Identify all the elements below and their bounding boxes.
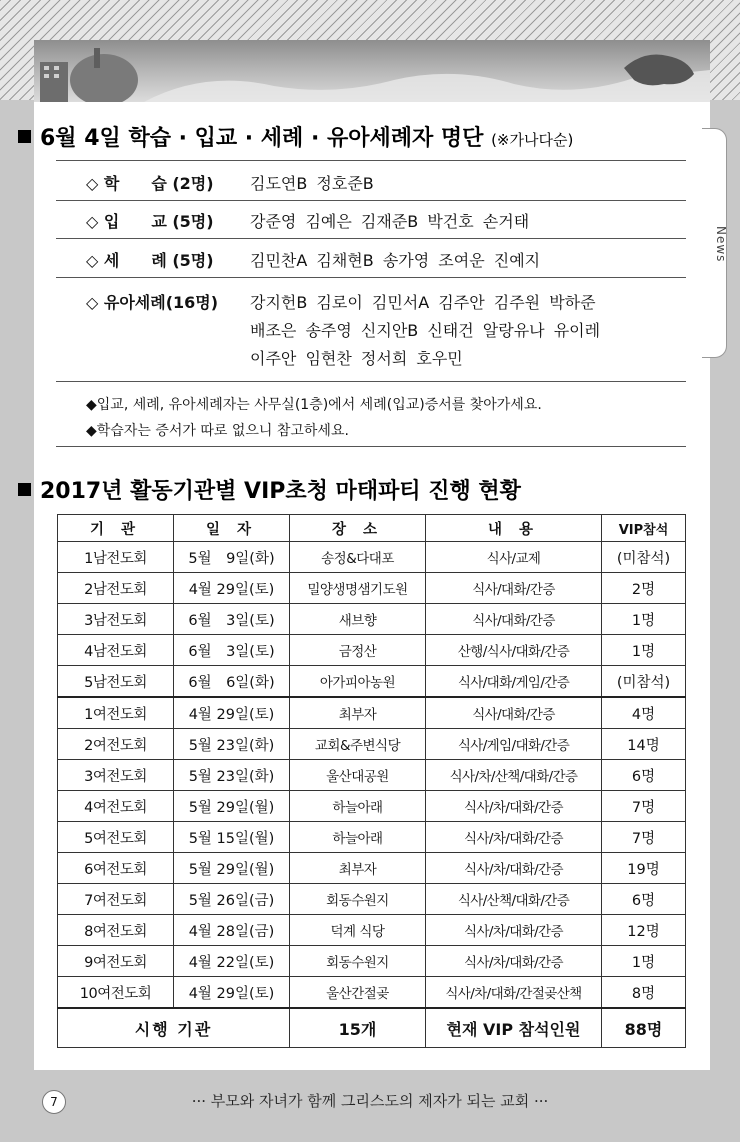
table-row	[58, 542, 686, 573]
cell-vip: 8명	[602, 977, 686, 1009]
table-row	[58, 573, 686, 604]
row-label-learning: ◇ 학 습 (2명)	[86, 174, 214, 193]
row-label-baptism: ◇ 세 례 (5명)	[86, 251, 214, 270]
section2-heading	[18, 474, 521, 505]
divider	[56, 160, 686, 161]
cell-place: 최부자	[290, 697, 426, 729]
cell-place: 최부자	[290, 853, 426, 884]
table-row	[58, 604, 686, 635]
cell-organization: 6여전도회	[58, 853, 174, 884]
header-banner-image	[34, 40, 710, 102]
cell-date: 5월 23일(화)	[174, 760, 290, 791]
table-total-row	[58, 1008, 686, 1048]
cell-content: 식사/게임/대화/간증	[426, 729, 602, 760]
cell-date: 4월 29일(토)	[174, 573, 290, 604]
cell-content: 산행/식사/대화/간증	[426, 635, 602, 666]
cell-organization: 7여전도회	[58, 884, 174, 915]
cell-date: 4월 29일(토)	[174, 697, 290, 729]
table-row	[58, 822, 686, 853]
cell-organization: 4남전도회	[58, 635, 174, 666]
cell-place: 밀양생명샘기도원	[290, 573, 426, 604]
table-row	[58, 977, 686, 1009]
cell-organization: 2남전도회	[58, 573, 174, 604]
table-row	[58, 697, 686, 729]
cell-place: 금정산	[290, 635, 426, 666]
cell-vip: 1명	[602, 635, 686, 666]
header-organization: 기 관	[58, 515, 174, 542]
cell-date: 5월 29일(월)	[174, 791, 290, 822]
cell-organization: 9여전도회	[58, 946, 174, 977]
table-row	[58, 760, 686, 791]
row-value-infant-baptism-line2: 배조은 송주영 신지안B 신태건 알랑유나 유이레	[250, 321, 601, 340]
cell-vip: (미참석)	[602, 666, 686, 698]
cell-place: 하늘아래	[290, 791, 426, 822]
table-row	[58, 635, 686, 666]
cell-date: 5월 9일(화)	[174, 542, 290, 573]
cell-date: 6월 6일(화)	[174, 666, 290, 698]
table-header-row	[58, 515, 686, 542]
cell-date: 4월 22일(토)	[174, 946, 290, 977]
table-row	[58, 666, 686, 698]
cell-date: 6월 3일(토)	[174, 635, 290, 666]
cell-place: 울산대공원	[290, 760, 426, 791]
cell-organization: 5남전도회	[58, 666, 174, 698]
cell-content: 식사/차/산책/대화/간증	[426, 760, 602, 791]
cell-organization: 1남전도회	[58, 542, 174, 573]
cell-vip: 1명	[602, 604, 686, 635]
header-vip: VIP참석	[602, 515, 686, 542]
notice-certificate: ◆입교, 세례, 유아세례자는 사무실(1층)에서 세례(입교)증서를 찾아가세요.	[86, 397, 542, 413]
cell-vip: 7명	[602, 822, 686, 853]
header-place: 장 소	[290, 515, 426, 542]
section1-heading	[18, 121, 573, 152]
footer-motto: ··· 부모와 자녀가 함께 그리스도의 제자가 되는 교회 ···	[191, 1092, 549, 1110]
cell-content: 식사/차/대화/간증	[426, 946, 602, 977]
divider	[56, 381, 686, 382]
row-value-infant-baptism-line3: 이주안 임현찬 정서희 호우민	[250, 349, 463, 368]
table-row	[58, 884, 686, 915]
section1-title: 6월 4일 학습 · 입교 · 세례 · 유아세례자 명단	[40, 126, 484, 151]
cell-vip: 6명	[602, 760, 686, 791]
row-label-infant-baptism: ◇ 유아세례(16명)	[86, 293, 219, 312]
cell-content: 식사/차/대화/간증	[426, 915, 602, 946]
cell-date: 5월 26일(금)	[174, 884, 290, 915]
cell-content: 식사/산책/대화/간증	[426, 884, 602, 915]
cell-vip: 12명	[602, 915, 686, 946]
header-date: 일 자	[174, 515, 290, 542]
cell-vip: 19명	[602, 853, 686, 884]
divider	[56, 446, 686, 447]
cell-date: 5월 23일(화)	[174, 729, 290, 760]
cell-content: 식사/차/대화/간절곶산책	[426, 977, 602, 1009]
row-value-infant-baptism-line1: 강지헌B 김로이 김민서A 김주안 김주원 박하준	[250, 293, 596, 312]
divider	[56, 200, 686, 201]
total-count: 15개	[290, 1008, 426, 1048]
table-row	[58, 946, 686, 977]
cell-organization: 5여전도회	[58, 822, 174, 853]
cell-organization: 3남전도회	[58, 604, 174, 635]
table-row	[58, 791, 686, 822]
cell-date: 4월 29일(토)	[174, 977, 290, 1009]
cell-organization: 1여전도회	[58, 697, 174, 729]
cell-place: 회동수원지	[290, 884, 426, 915]
cell-content: 식사/교제	[426, 542, 602, 573]
cell-vip: 1명	[602, 946, 686, 977]
section2-title: 2017년 활동기관별 VIP초청 마태파티 진행 현황	[40, 479, 521, 504]
cell-place: 울산간절곶	[290, 977, 426, 1009]
cell-content: 식사/차/대화/간증	[426, 791, 602, 822]
cell-place: 교회&주변식당	[290, 729, 426, 760]
cell-content: 식사/대화/간증	[426, 604, 602, 635]
cell-date: 5월 29일(월)	[174, 853, 290, 884]
cell-organization: 2여전도회	[58, 729, 174, 760]
cell-date: 5월 15일(월)	[174, 822, 290, 853]
section1-note: (※가나다순)	[491, 131, 574, 149]
cell-vip: 14명	[602, 729, 686, 760]
table-row	[58, 729, 686, 760]
cell-content: 식사/대화/간증	[426, 697, 602, 729]
cell-vip: 4명	[602, 697, 686, 729]
vip-party-table	[57, 514, 686, 1048]
row-value-learning: 김도연B 정호준B	[250, 174, 374, 193]
table-row	[58, 915, 686, 946]
cell-vip: 7명	[602, 791, 686, 822]
cell-content: 식사/차/대화/간증	[426, 853, 602, 884]
cell-place: 회동수원지	[290, 946, 426, 977]
cell-organization: 3여전도회	[58, 760, 174, 791]
cell-place: 아가피아농원	[290, 666, 426, 698]
cell-vip: 2명	[602, 573, 686, 604]
table-body	[58, 542, 686, 1009]
cell-content: 식사/차/대화/간증	[426, 822, 602, 853]
square-bullet-icon	[18, 130, 31, 143]
cell-place: 덕계 식당	[290, 915, 426, 946]
cell-date: 4월 28일(금)	[174, 915, 290, 946]
header-content: 내 용	[426, 515, 602, 542]
square-bullet-icon	[18, 483, 31, 496]
cell-organization: 4여전도회	[58, 791, 174, 822]
cell-organization: 10여전도회	[58, 977, 174, 1009]
cell-content: 식사/대화/간증	[426, 573, 602, 604]
cell-date: 6월 3일(토)	[174, 604, 290, 635]
cell-content: 식사/대화/게임/간증	[426, 666, 602, 698]
cell-place: 새브향	[290, 604, 426, 635]
cell-vip: 6명	[602, 884, 686, 915]
table-row	[58, 853, 686, 884]
cell-vip: (미참석)	[602, 542, 686, 573]
total-vip-label: 현재 VIP 참석인원	[426, 1008, 602, 1048]
notice-learning: ◆학습자는 증서가 따로 없으니 참고하세요.	[86, 423, 349, 439]
page-number: 7	[42, 1090, 66, 1114]
divider	[56, 238, 686, 239]
total-label: 시행 기관	[58, 1008, 290, 1048]
cell-organization: 8여전도회	[58, 915, 174, 946]
divider	[56, 277, 686, 278]
row-value-baptism: 김민찬A 김채현B 송가영 조여운 진예지	[250, 251, 541, 270]
cell-place: 하늘아래	[290, 822, 426, 853]
row-label-confirmation: ◇ 입 교 (5명)	[86, 212, 214, 231]
row-value-confirmation: 강준영 김예은 김재준B 박건호 손거태	[250, 212, 530, 231]
cell-place: 송정&다대포	[290, 542, 426, 573]
total-vip-count: 88명	[602, 1008, 686, 1048]
side-tab-label: News	[714, 226, 728, 263]
